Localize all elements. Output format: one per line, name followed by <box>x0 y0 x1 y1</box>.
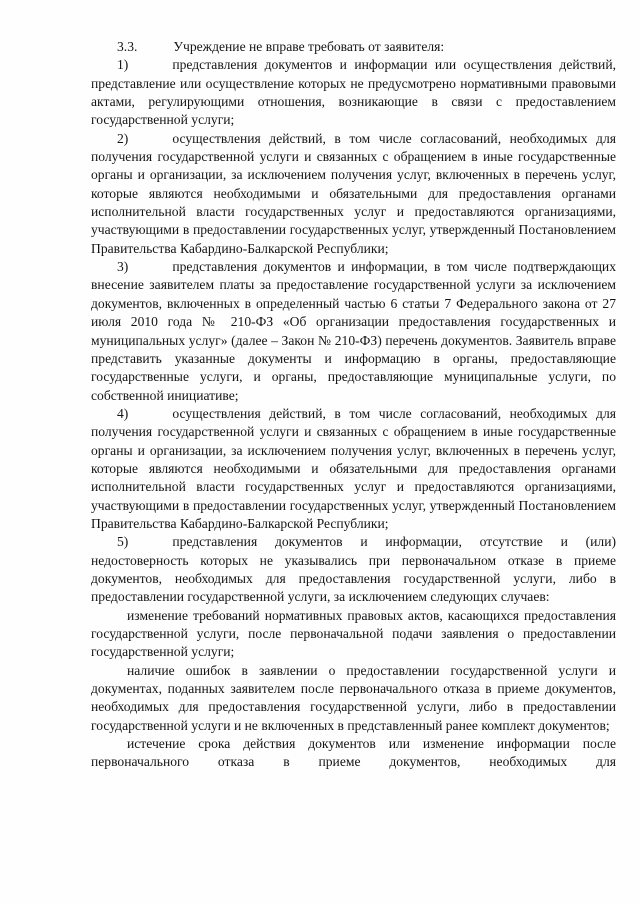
list-item-text: представления документов и информации, отсутствие и (или) недостоверность которых не указывались при первоначальном отказе в приеме документов, необходимых для предоставления государственной услуги, либо в предоставлении государственной услуги, за исключением следующих случаев: <box>91 534 616 605</box>
document-body <box>91 38 616 772</box>
list-item-2 <box>91 130 616 258</box>
section-heading <box>91 38 616 56</box>
list-item-5 <box>91 533 616 606</box>
list-item-number: 3) <box>117 259 129 275</box>
list-item-4 <box>91 405 616 533</box>
list-item-number: 2) <box>117 130 129 146</box>
list-item-number: 5) <box>117 534 129 550</box>
list-item-text: представления документов и информации, в том числе подтверждающих внесение заявителем платы за предоставление государственной услуги за исключением документов, включенных в определенный частью 6 статьи 7 Федерального закона от 27 июля 2010 года № 210-ФЗ «Об организации предоставления государственных и муниципальных услуг» (далее – Закон № 210-ФЗ) перечень документов. Заявитель вправе представить указанные документы и информацию в органы, предоставляющие государственные услуги, и органы, предоставляющие муниципальные услуги, по собственной инициативе; <box>91 259 616 403</box>
list-item-1 <box>91 56 616 129</box>
list-item-number: 1) <box>117 57 129 73</box>
list-item-text: осуществления действий, в том числе согласований, необходимых для получения государственной услуги и связанных с обращением в иные государственные органы и организации, за исключением получения услуг, включенных в перечень услуг, которые являются необходимыми и обязательными для предоставления органами исполнительной власти государственных услуг и предоставляются организациями, участвующими в предоставлении государственных услуг, утвержденный Постановлением Правительства Кабардино-Балкарской Республики; <box>91 130 616 256</box>
list-item-3 <box>91 258 616 405</box>
exception-case-1: изменение требований нормативных правовых актов, касающихся предоставления государственной услуги, после первоначальной подачи заявления о предоставлении государственной услуги; <box>91 607 616 660</box>
list-item-text: представления документов и информации или осуществления действий, представление или осуществление которых не предусмотрено нормативными правовыми актами, регулирующими отношения, возникающие в связи с предоставлением государственной услуги; <box>91 57 616 128</box>
exception-case-3: истечение срока действия документов или изменение информации после первоначального отказа в приеме документов, необходимых для <box>91 736 616 770</box>
list-item-text: осуществления действий, в том числе согласований, необходимых для получения государственной услуги и связанных с обращением в иные государственные органы и организации, за исключением получения услуг, включенных в перечень услуг, которые являются необходимыми и обязательными для предоставления органами исполнительной власти государственных услуг и предоставляются организациями, участвующими в предоставлении государственных услуг, утвержденный Постановлением Правительства Кабардино-Балкарской Республики; <box>91 405 616 531</box>
section-heading-text: Учреждение не вправе требовать от заявителя: <box>173 39 445 54</box>
exception-case-2: наличие ошибок в заявлении о предоставлении государственной услуги и документах, поданных заявителем после первоначального отказа в приеме документов, необходимых для предоставления государственной услуги, либо в предоставлении государственной услуги и не включенных в представленный ранее комплект документов; <box>91 662 616 733</box>
section-number: 3.3. <box>117 39 138 54</box>
list-item-number: 4) <box>117 405 129 421</box>
